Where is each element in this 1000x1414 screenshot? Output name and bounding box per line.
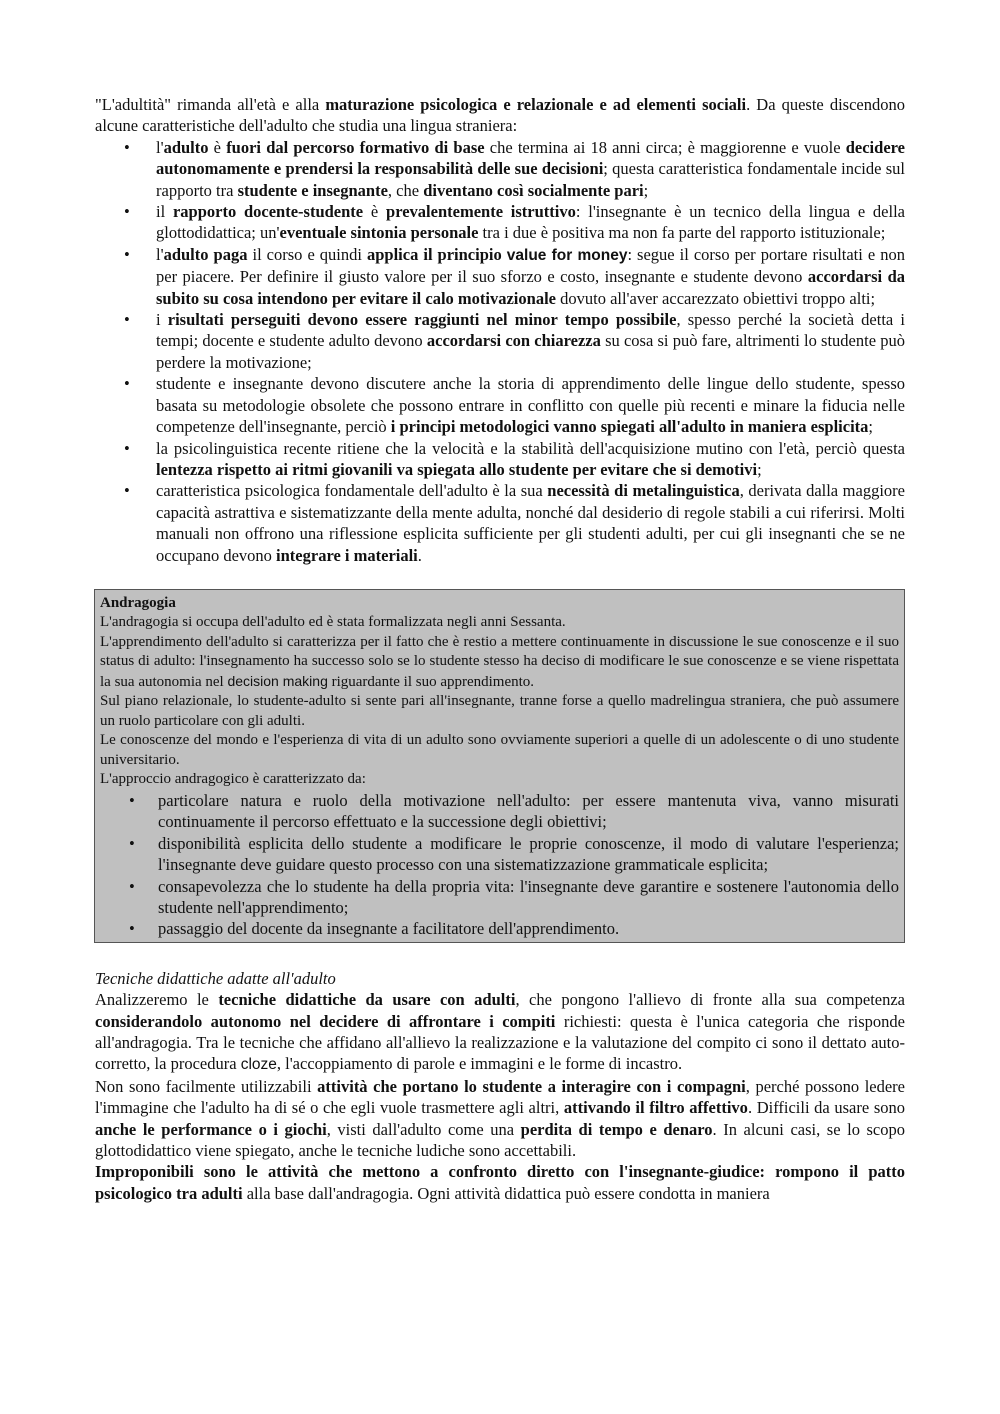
box-paragraph: L'approccio andragogico è caratterizzato da: (100, 771, 366, 788)
andragogia-box (94, 589, 905, 943)
intro-bold: maturazione psicologica e relazionale e ad elementi sociali (325, 95, 747, 114)
trait-item: • la psicolinguistica recente ritiene che la velocità e la stabilità dell'acquisizione mutino con l'età, perciò questa lentezza rispetto ai ritmi giovanili va spiegata allo studente per evitare che si demotivi; (156, 438, 905, 481)
intro-text: . Da queste discendono alcune caratteristiche dell'adulto che studia una lingua straniera: (95, 95, 905, 136)
andragogy-item: • consapevolezza che lo studente ha della propria vita: l'insegnante deve garantire e sostenere l'autonomia dello studente nell'apprendimento; (158, 876, 899, 919)
andragogy-item: • disponibilità esplicita dello studente a modificare le proprie conoscenze, il modo di valutare l'esperienza; l'insegnante deve guidare questo processo con una sistematizzazione grammaticale esplicita; (158, 833, 899, 876)
box-title: Andragogia (100, 594, 176, 611)
section-heading: Tecniche didattiche adatte all'adulto (95, 968, 336, 988)
andragogy-list (100, 790, 899, 940)
andragogy-item: • particolare natura e ruolo della motivazione nell'adulto: per essere mantenuta viva, vanno misurati continuamente il percorso effettuato e la successione degli obiettivi; (158, 790, 899, 833)
techniques-paragraph: Analizzeremo le tecniche didattiche da usare con adulti, che pongono l'allievo di fronte alla sua competenza considerandolo autonomo nel decidere di affrontare i compiti richiesti: questa è l'unica categoria che risponde all'andragogia. Tra le tecniche che affidano all'allievo la realizzazione e la valutazione del compito ci sono il dettato auto-corretto, la procedura cloze, l'accoppiamento di parole e immagini e le forme di incastro. (95, 990, 905, 1074)
box-paragraph: L'apprendimento dell'adulto si caratterizza per il fatto che è restio a mettere continuamente in discussione le sue conoscenze e il suo status di adulto: l'insegnamento ha successo solo se lo studente stesso ha deciso di modificare le sue conoscenze e se viene rispettata la sua autonomia nel decision making riguardante il suo apprendimento. (100, 633, 899, 690)
intro-text: "L'adultità" rimanda all'età e alla (95, 95, 326, 114)
andragogy-item: • passaggio del docente da insegnante a facilitatore dell'apprendimento. (158, 918, 899, 939)
trait-item: • i risultati perseguiti devono essere raggiunti nel minor tempo possibile, spesso perché la società detta i tempi; docente e studente adulto devono accordarsi con chiarezza su cosa si può fare, altrimenti lo studente può perdere la motivazione; (156, 309, 905, 373)
techniques-paragraph: Improponibili sono le attività che mettono a confronto diretto con l'insegnante-giudice: rompono il patto psicologico tra adulti alla base dall'andragogia. Ogni attività didattica può essere condotta in maniera (95, 1162, 905, 1203)
trait-item: • studente e insegnante devono discutere anche la storia di apprendimento delle lingue dello studente, spesso basata su metodologie obsolete che possono entrare in conflitto con quelle più recenti e minare la fiducia nelle competenze dell'insegnante, perciò i principi metodologici vanno spiegati all'adulto in maniera esplicita; (156, 373, 905, 437)
trait-item: • l'adulto è fuori dal percorso formativo di base che termina ai 18 anni circa; è maggiorenne e vuole decidere autonomamente e prendersi la responsabilità delle sue decisioni; questa caratteristica fondamentale incide sul rapporto tra studente e insegnante, che diventano così socialmente pari; (156, 137, 905, 201)
trait-item: • l'adulto paga il corso e quindi applica il principio value for money: segue il corso per portare risultati e non per piacere. Per definire il giusto valore per il suo sforzo e costo, insegnante e studente devono accordarsi da subito su cosa intendono per evitare il calo motivazionale dovuto all'aver accarezzato obiettivi troppo alti; (156, 244, 905, 309)
trait-item: • il rapporto docente-studente è prevalentemente istruttivo: l'insegnante è un tecnico della lingua e della glottodidattica; un'eventuale sintonia personale tra i due è positiva ma non fa parte del rapporto istituzionale; (156, 201, 905, 244)
box-paragraph: Sul piano relazionale, lo studente-adulto si sente pari all'insegnante, tranne forse a quello madrelingua straniera, che può assumere un ruolo particolare con gli adulti. (100, 693, 899, 729)
trait-item: • caratteristica psicologica fondamentale dell'adulto è la sua necessità di metalinguistica, derivata dalla maggiore capacità astrattiva e sistematizzante della mente adulta, nonché dal desiderio di regole stabili a cui riferirsi. Molti manuali non offrono una riflessione esplicita sufficiente per gli studenti adulti, per cui gli insegnanti che se ne occupano devono integrare i materiali. (156, 480, 905, 566)
box-paragraph: L'andragogia si occupa dell'adulto ed è stata formalizzata negli anni Sessanta. (100, 614, 566, 631)
techniques-paragraph: Non sono facilmente utilizzabili attività che portano lo studente a interagire con i compagni, perché possono ledere l'immagine che l'adulto ha di sé o che egli vuole trasmettere agli altri, attivando il filtro affettivo. Difficili da usare sono anche le performance o i giochi, visti dall'adulto come una perdita di tempo e denaro. In alcuni casi, se lo scopo glottodidattico viene spiegato, anche le tecniche ludiche sono accettabili. (95, 1076, 906, 1161)
box-paragraph: Le conoscenze del mondo e l'esperienza di vita di un adulto sono ovviamente superiori a quelle di un adolescente o di uno studente universitario. (100, 732, 899, 768)
adult-traits-list (95, 137, 905, 566)
page-content (95, 94, 905, 1204)
intro-paragraph (95, 94, 905, 137)
